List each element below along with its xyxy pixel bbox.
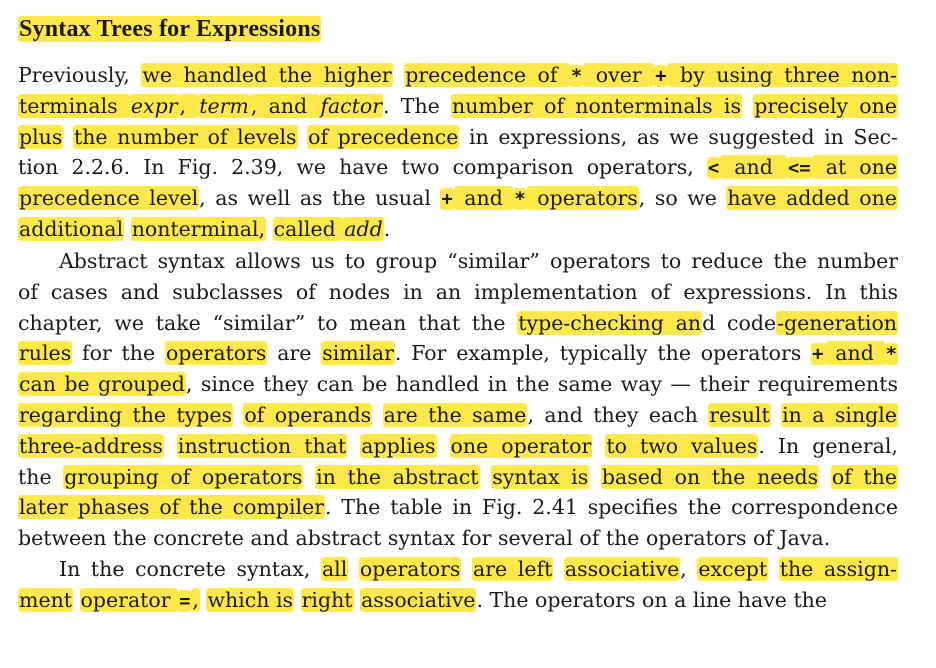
text-segment (266, 217, 273, 241)
text-segment: , (680, 557, 698, 581)
highlighted-text: similar (322, 341, 394, 366)
text-line (18, 308, 898, 339)
text-segment: are (267, 341, 322, 366)
highlighted-text: are left (473, 557, 553, 581)
highlighted-text: by using three non- (668, 63, 897, 87)
text-segment: . The (383, 93, 451, 118)
highlighted-text: * (885, 343, 898, 366)
text-line (18, 277, 898, 308)
text-line (18, 246, 898, 277)
highlighted-text: operators (359, 557, 461, 581)
text-segment: between the concrete and abstract syntax for several of the operators of Java. (18, 526, 831, 551)
highlighted-text: of operands (244, 402, 372, 427)
highlighted-text: can be grouped (19, 372, 185, 397)
highlighted-text: * (514, 188, 526, 211)
highlighted-text: of precedence (308, 124, 459, 149)
text-segment (63, 125, 73, 149)
highlighted-text: of the (831, 464, 897, 489)
text-segment (461, 557, 472, 581)
highlighted-text: plus (19, 124, 63, 149)
text-line (18, 400, 898, 431)
text-segment: for the (72, 341, 165, 366)
highlighted-text: precedence level (19, 186, 199, 211)
highlighted-text: <= (787, 157, 811, 180)
text-segment (742, 94, 753, 118)
highlighted-text: one operator (450, 433, 592, 458)
highlighted-text: at one (812, 155, 897, 180)
text-segment (164, 434, 177, 458)
text-segment: the (18, 464, 64, 489)
text-line (18, 91, 898, 122)
text-segment (437, 434, 450, 458)
highlighted-text: , (179, 93, 198, 118)
highlighted-text: rules (19, 341, 72, 366)
highlighted-text: the number of levels (73, 124, 297, 149)
text-segment: . (383, 216, 391, 241)
highlighted-text: result (709, 402, 770, 427)
text-segment (768, 557, 779, 581)
text-line (18, 183, 898, 214)
highlighted-text: three-address (19, 433, 163, 458)
text-segment: , as well as the usual (199, 186, 441, 211)
highlighted-text: and (454, 186, 513, 211)
text-segment (124, 217, 131, 241)
highlighted-text: + (812, 343, 824, 366)
highlighted-text: * (570, 65, 583, 87)
paragraph-3 (18, 554, 898, 616)
highlighted-text: -generation (777, 310, 898, 335)
text-line (18, 431, 898, 462)
text-segment: . The table in Fig. 2.41 specifies the correspondence (325, 495, 898, 520)
highlighted-text: operator (80, 587, 178, 612)
section-heading (18, 14, 321, 44)
text-segment (592, 434, 605, 458)
highlighted-text: + (655, 65, 667, 87)
text-segment (393, 63, 405, 87)
highlighted-text: all (321, 557, 348, 581)
highlighted-text: syntax is (492, 464, 589, 489)
highlighted-text: based on the needs (601, 464, 819, 489)
text-segment (372, 403, 382, 427)
highlighted-text: applies (361, 433, 436, 458)
text-segment: Previously, (18, 63, 142, 87)
text-segment: , since they can be handled in the same way — their requirements (185, 372, 898, 397)
highlighted-text: , (192, 587, 199, 612)
text-segment: of cases and subclasses of nodes in an implementation of expressions. In this (18, 279, 898, 304)
highlighted-text: we handled the higher (142, 63, 392, 87)
highlighted-text: , and (250, 93, 319, 118)
highlighted-text: and (825, 341, 884, 366)
section-heading-text: Syntax Trees for Expressions (19, 16, 321, 42)
text-segment (771, 403, 781, 427)
highlighted-text: factor (320, 93, 383, 118)
highlighted-text: grouping of operators (64, 464, 303, 489)
text-segment: tion 2.2.6. In Fig. 2.39, we have two comparison operators, (18, 155, 707, 180)
highlighted-text: precisely one (754, 93, 897, 118)
text-segment (589, 465, 601, 489)
highlighted-text: terminals (19, 93, 129, 118)
highlighted-text: type-checking an (518, 310, 702, 335)
text-segment: chapter, we take “similar” to mean that the (18, 310, 518, 335)
highlighted-text: called (273, 216, 343, 241)
text-line (18, 152, 898, 183)
text-segment (298, 125, 308, 149)
highlighted-text: + (441, 188, 453, 211)
text-segment (73, 588, 80, 612)
highlighted-text: which is (207, 587, 294, 612)
paragraph-1 (18, 60, 898, 245)
text-line (18, 122, 898, 153)
text-line (18, 523, 898, 554)
highlighted-text: operators (527, 186, 638, 211)
highlighted-text: except (698, 557, 768, 581)
highlighted-text: < (707, 157, 720, 180)
highlighted-text: in a single (782, 402, 897, 427)
text-segment (294, 588, 301, 612)
text-line (18, 338, 898, 369)
highlighted-text: and (721, 155, 786, 180)
text-segment: In the concrete syntax, (59, 557, 321, 581)
text-line (18, 369, 898, 400)
highlighted-text: = (179, 589, 191, 612)
highlighted-text: regarding the types (19, 402, 233, 427)
text-segment: . The operators on a line have the (476, 587, 828, 612)
text-segment: , so we (638, 186, 727, 211)
text-segment: . In general, (758, 433, 898, 458)
text-segment (348, 557, 359, 581)
text-segment (553, 557, 564, 581)
text-segment (303, 465, 315, 489)
text-line (18, 462, 898, 493)
text-segment (819, 465, 831, 489)
text-line (18, 554, 898, 585)
highlighted-text: term (199, 93, 249, 118)
highlighted-text: associative (361, 587, 476, 612)
highlighted-text: associative (564, 557, 680, 581)
highlighted-text: operators (165, 341, 267, 366)
highlighted-text: nonterminal, (131, 216, 266, 241)
highlighted-text: add (344, 216, 383, 241)
text-line (18, 585, 898, 616)
text-line (18, 492, 898, 523)
highlighted-text: number of nonterminals is (452, 93, 741, 118)
highlighted-text: are the same (383, 402, 527, 427)
highlighted-text: right (301, 587, 353, 612)
text-line (18, 60, 898, 91)
highlighted-text: precedence of (405, 63, 569, 87)
highlighted-text: to two values (606, 433, 758, 458)
highlighted-text: later phases of the compiler (19, 495, 325, 520)
text-segment (347, 434, 360, 458)
highlighted-text: ment (19, 587, 73, 612)
highlighted-text: have added one (727, 186, 897, 211)
highlighted-text: additional (19, 216, 124, 241)
text-segment: d code (702, 310, 777, 335)
text-segment: in expressions, as we suggested in Sec- (459, 124, 898, 149)
text-segment (233, 403, 243, 427)
highlighted-text: the assign- (779, 557, 897, 581)
paragraph-2 (18, 246, 898, 554)
highlighted-text: in the abstract (316, 464, 479, 489)
highlighted-text: expr (130, 93, 178, 118)
text-segment (480, 465, 492, 489)
text-segment: . For example, typically the operators (394, 341, 812, 366)
highlighted-text: instruction that (177, 433, 347, 458)
text-line (18, 214, 898, 245)
text-segment: , and they each (527, 402, 709, 427)
highlighted-text: over (584, 63, 654, 87)
text-segment: Abstract syntax allows us to group “similar” operators to reduce the number (59, 249, 898, 273)
